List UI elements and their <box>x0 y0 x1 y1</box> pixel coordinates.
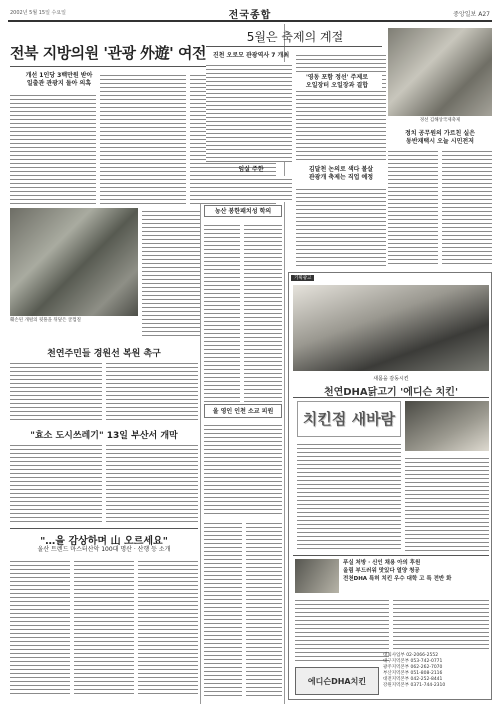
brand-logo <box>295 667 379 695</box>
brand-graphic: 치킨점 새바람 <box>302 410 396 428</box>
divider <box>206 46 382 47</box>
article-column <box>204 222 240 402</box>
article-headline: "…을 감상하며 山 오르세요" <box>40 536 168 547</box>
article-column <box>246 520 282 696</box>
article-headline: 천연주민들 경원선 복원 촉구 <box>47 349 161 359</box>
festival-item-line: 오일장터 오일장과 결합 <box>305 82 369 89</box>
ad-label: 기획광고 <box>291 275 314 281</box>
article-column <box>393 597 489 649</box>
contact-label: 대외사업부 <box>383 653 405 658</box>
festival-item-title: 임실 주한 <box>238 166 264 173</box>
article-column <box>10 558 70 696</box>
article-column <box>405 455 489 551</box>
contact-value: 051-808-2116 <box>410 671 443 676</box>
contact-label: 대전지역본부 <box>383 677 410 682</box>
headline-line: 정치 공무원의 가르친 실은 <box>404 130 476 137</box>
contact-label: 광주지역본부 <box>383 665 410 670</box>
article-column <box>142 208 200 336</box>
article-column <box>138 558 198 696</box>
festival-item-line: 관광개 축제는 직업 예정 <box>308 174 374 181</box>
article-column <box>244 222 282 402</box>
article-headline: "효소 도시쓰레기" 13일 부산서 개막 <box>30 431 178 441</box>
article-column <box>296 186 386 266</box>
promo-box <box>343 559 489 583</box>
column-divider <box>200 204 201 704</box>
ad-photo <box>293 285 489 371</box>
box-tag-label: 농산 봉한패치성 학의 <box>214 208 272 215</box>
ad-title: 천연DHA닭고기 '에디슨 치킨' <box>323 387 459 398</box>
contact-value: 0371-744-2310 <box>410 683 446 688</box>
ad-photo <box>405 401 489 451</box>
promo-line: 전천DHA 특허 치킨 우수 대학 고 특 전반 화 <box>343 576 452 582</box>
contact-value: 053-742-0771 <box>410 659 443 664</box>
contact-row <box>383 683 489 689</box>
page-header <box>8 4 492 22</box>
contact-value: 042-252-8441 <box>410 677 443 682</box>
promo-line: 올림 부드러워 맛있다 열양 청공 <box>343 568 420 574</box>
article-headline <box>388 130 492 146</box>
ad-photo <box>295 559 339 593</box>
contact-label: 부산지역본부 <box>383 671 410 676</box>
festival-item-title <box>296 166 386 182</box>
article-subhead: 울산 트렌드 마스터산악 100대 명산 · 산행 등 소개 <box>37 546 171 553</box>
contact-value: 02-2066-2552 <box>406 653 439 658</box>
festival-item-title <box>292 74 382 90</box>
contact-value: 062-262-7070 <box>410 665 443 670</box>
festival-item-line: '영동 포함 정선' 주제로 <box>305 74 369 81</box>
divider <box>293 555 489 556</box>
article-column <box>100 72 186 204</box>
lead-headline: 전북 지방의원 '관광 外遊' 여전 <box>10 44 206 62</box>
promo-line: 푸실 처방 · 신인 채용 아의 후원 <box>343 560 421 566</box>
box-tag <box>204 404 282 418</box>
box-tag <box>204 205 282 217</box>
photo-caption: 경선 김해상국제축제 <box>419 118 461 123</box>
article-column <box>295 597 389 663</box>
article-column <box>10 92 96 204</box>
feature-ad <box>288 272 492 700</box>
headline-line: 동반재택시 오늘 시민전저 <box>406 138 474 145</box>
festival-item-title: 진천 오로모 관광역사 7 개최 <box>212 52 290 59</box>
article-column <box>204 520 242 696</box>
article-column <box>297 441 401 551</box>
news-photo <box>10 208 138 316</box>
festival-photo <box>388 28 492 116</box>
photo-caption: 훼손된 개펄의 뒷풀을 뒤덮은 굴껍질 <box>10 318 81 323</box>
ad-kicker: 새몸을 감동시킨 <box>373 376 409 382</box>
contact-label: 강원지역본부 <box>383 683 410 688</box>
lead-subhead-line: 개선 1인당 3백만원 받아 <box>25 72 93 79</box>
festival-heading: 5월은 축제의 계절 <box>246 30 344 44</box>
section-title: 전국종합 <box>228 10 272 21</box>
lead-subhead-line: 일출관 관광지 돌아 의혹 <box>26 80 92 87</box>
article-column <box>296 52 386 162</box>
article-column <box>204 422 282 516</box>
festival-item-line: 김달천 논의로 색다 볼살 <box>308 166 374 173</box>
article-column <box>388 148 438 266</box>
contact-label: 대구지역본부 <box>383 659 410 664</box>
lead-subhead <box>24 72 94 88</box>
divider <box>10 528 198 529</box>
divider <box>293 397 489 398</box>
article-column <box>206 176 292 202</box>
article-column <box>106 442 198 522</box>
article-column <box>10 360 102 420</box>
article-column <box>442 148 492 266</box>
article-column <box>74 558 134 696</box>
contact-list <box>383 653 489 689</box>
article-column <box>206 62 292 162</box>
paper-name: 중앙일보 A27 <box>453 11 490 18</box>
article-column <box>10 442 102 522</box>
issue-date: 2002년 5월 15일 수요일 <box>10 10 67 16</box>
box-tag-label: 울 영인 인천 소교 피원 <box>212 408 274 415</box>
logo-text: 에디슨DHA치킨 <box>307 677 367 686</box>
article-column <box>106 360 198 420</box>
brand-graphic-box <box>297 401 401 437</box>
